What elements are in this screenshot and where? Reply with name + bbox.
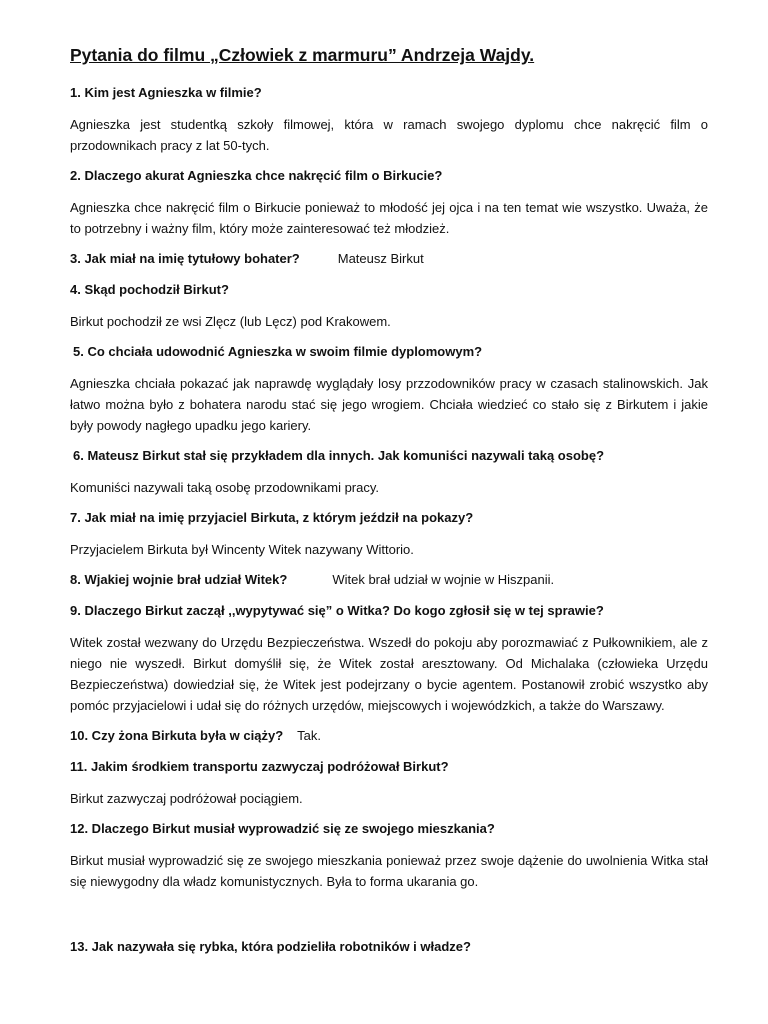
qa-4 xyxy=(70,280,708,332)
question-8-text: 8. Wjakiej wojnie brał udział Witek? xyxy=(70,572,288,587)
qa-10 xyxy=(70,726,708,746)
answer-10: Tak. xyxy=(297,728,321,743)
question-10 xyxy=(70,726,708,746)
document-title: Pytania do filmu „Człowiek z marmuru” Andrzeja Wajdy. xyxy=(70,45,535,65)
question-5: 5. Co chciała udowodnić Agnieszka w swoim filmie dyplomowym? xyxy=(73,344,483,359)
qa-2 xyxy=(70,166,708,239)
question-9: 9. Dlaczego Birkut zaczął ,,wypytywać się” o Witka? Do kogo zgłosił się w tej sprawie? xyxy=(70,603,604,618)
question-4: 4. Skąd pochodził Birkut? xyxy=(70,282,229,297)
document-page xyxy=(70,44,708,968)
answer-4: Birkut pochodził ze wsi Zlęcz (lub Lęcz) pod Krakowem. xyxy=(70,314,391,329)
question-10-text: 10. Czy żona Birkuta była w ciąży? xyxy=(70,728,284,743)
qa-6 xyxy=(70,446,708,498)
answer-9: Witek został wezwany do Urzędu Bezpieczeństwa. Wszedł do pokoju aby porozmawiać z Pułkownikiem, ale z niego nie wyszedł. Birkut domyślił się, że Witek został aresztowany. Od Michalaka (człowieka Urzędu Bezpieczeństwa) dowiedział się, że Witek jest podejrzany o bycie agentem. Postanowił zrobić wszystko aby pomóc przyjacielowi i udał się do różnych urzędów, miejscowych i wojewódzkich, a także do Warszawy. xyxy=(70,635,708,713)
qa-13 xyxy=(70,937,708,957)
qa-7 xyxy=(70,508,708,560)
qa-11 xyxy=(70,757,708,809)
question-2: 2. Dlaczego akurat Agnieszka chce nakręcić film o Birkucie? xyxy=(70,168,443,183)
answer-2: Agnieszka chce nakręcić film o Birkucie ponieważ to młodość jej ojca i na ten temat wie wszystko. Uważa, że to potrzebny i ważny film, który może zainteresować też młodzież. xyxy=(70,200,708,236)
qa-5 xyxy=(70,342,708,436)
answer-8: Witek brał udział w wojnie w Hiszpanii. xyxy=(332,572,555,587)
answer-11: Birkut zazwyczaj podróżował pociągiem. xyxy=(70,791,303,806)
qa-8 xyxy=(70,570,708,590)
qa-12 xyxy=(70,819,708,892)
answer-5: Agnieszka chciała pokazać jak naprawdę wyglądały losy przzodowników pracy w czasach stalinowskich. Jak łatwo można było z bohatera narodu stać się jego wrogiem. Chciała wiedzieć co stało się z Birkutem i jakie były powody nagłego upadku jego kariery. xyxy=(70,376,708,433)
question-3-text: 3. Jak miał na imię tytułowy bohater? xyxy=(70,251,300,266)
answer-6: Komuniści nazywali taką osobę przodownikami pracy. xyxy=(70,480,380,495)
question-3 xyxy=(70,249,708,269)
answer-12: Birkut musiał wyprowadzić się ze swojego mieszkania ponieważ przez swoje dążenie do uwolnienia Witka stał się niewygodny dla władz komunistycznych. Była to forma ukarania go. xyxy=(70,853,708,889)
answer-1: Agnieszka jest studentką szkoły filmowej, która w ramach swojego dyplomu chce nakręcić film o przodownikach pracy z lat 50-tych. xyxy=(70,117,708,153)
question-1: 1. Kim jest Agnieszka w filmie? xyxy=(70,85,262,100)
answer-3: Mateusz Birkut xyxy=(337,251,424,266)
qa-9 xyxy=(70,601,708,716)
question-6: 6. Mateusz Birkut stał się przykładem dla innych. Jak komuniści nazywali taką osobę? xyxy=(73,448,605,463)
qa-1 xyxy=(70,83,708,156)
paragraph-gap xyxy=(70,902,708,937)
question-13: 13. Jak nazywała się rybka, która podzieliła robotników i władze? xyxy=(70,939,471,954)
question-8 xyxy=(70,570,708,590)
question-12: 12. Dlaczego Birkut musiał wyprowadzić się ze swojego mieszkania? xyxy=(70,821,495,836)
answer-7: Przyjacielem Birkuta był Wincenty Witek nazywany Wittorio. xyxy=(70,542,414,557)
question-7: 7. Jak miał na imię przyjaciel Birkuta, z którym jeździł na pokazy? xyxy=(70,510,474,525)
qa-3 xyxy=(70,249,708,269)
question-11: 11. Jakim środkiem transportu zazwyczaj podróżował Birkut? xyxy=(70,759,449,774)
